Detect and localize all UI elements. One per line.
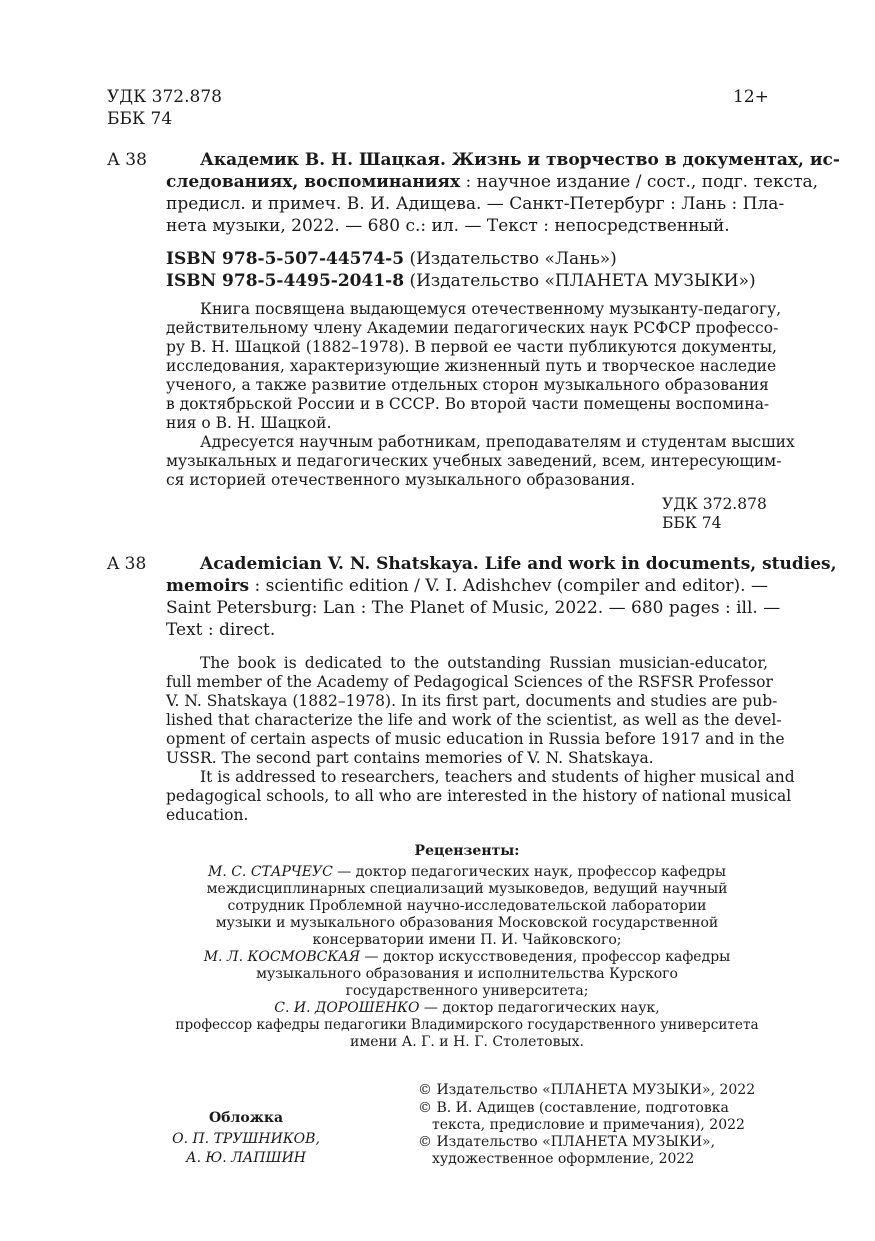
- en-record-line: memoirs : scientific edition / V. I. Adishchev (compiler and editor). —: [166, 576, 768, 596]
- reviewer-line: музыки и музыкального образования Московской государственной: [215, 915, 719, 931]
- ru-abstract-udk: УДК 372.878: [662, 495, 767, 513]
- en-abstract-line: The book is dedicated to the outstanding Russian musician-educator,: [200, 654, 768, 672]
- ru-abstract-line: ся историей отечественного музыкального образования.: [166, 471, 636, 489]
- en-record-code: A 38: [107, 554, 147, 574]
- reviewer-line: М. Л. КОСМОВСКАЯ — доктор искусствоведения, профессор кафедры: [203, 949, 731, 965]
- ru-abstract-line: действительному члену Академии педагогических наук РСФСР профессо-: [166, 319, 779, 337]
- en-record-line: Saint Petersburg: Lan : The Planet of Music, 2022. — 680 pages : ill. —: [166, 598, 781, 618]
- en-abstract-line: opment of certain aspects of music education in Russia before 1917 and in the: [166, 730, 785, 748]
- reviewer-line: М. С. СТАРЧЕУС — доктор педагогических наук, профессор кафедры: [207, 864, 727, 880]
- ru-record-line: следованиях, воспоминаниях : научное издание / сост., подг. текста,: [166, 172, 819, 192]
- cover-artist: О. П. ТРУШНИКОВ,: [172, 1131, 320, 1147]
- ru-abstract-bbk: ББК 74: [662, 514, 722, 532]
- ru-abstract-line: Книга посвящена выдающемуся отечественному музыканту-педагогу,: [200, 300, 782, 318]
- en-abstract-line: V. N. Shatskaya (1882–1978). In its first part, documents and studies are pub-: [166, 692, 778, 710]
- ru-abstract-line: Адресуется научным работникам, преподавателям и студентам высших: [200, 433, 795, 451]
- en-abstract-line: full member of the Academy of Pedagogical Sciences of the RSFSR Professor: [166, 673, 773, 691]
- isbn-planeta: ISBN 978-5-4495-2041-8 (Издательство «ПЛАНЕТА МУЗЫКИ»): [166, 271, 756, 291]
- reviewer-line: сотрудник Проблемной научно-исследовательской лаборатории: [227, 898, 707, 914]
- reviewer-line: профессор кафедры педагогики Владимирского государственного университета: [175, 1017, 759, 1033]
- ru-abstract-line: ру В. Н. Шацкой (1882–1978). В первой ее части публикуются документы,: [166, 338, 777, 356]
- en-abstract-line: pedagogical schools, to all who are interested in the history of national musical: [166, 787, 792, 805]
- cover-credits-title: Обложка: [208, 1110, 284, 1126]
- reviewers-title: Рецензенты:: [414, 843, 520, 859]
- ru-record-line: предисл. и примеч. В. И. Адищева. — Санкт-Петербург : Лань : Пла-: [166, 194, 785, 214]
- isbn-lan: ISBN 978-5-507-44574-5 (Издательство «Лань»): [166, 249, 617, 269]
- ru-abstract-line: музыкальных и педагогических учебных заведений, всем, интересующим-: [166, 452, 782, 470]
- copyright-line: © Издательство «ПЛАНЕТА МУЗЫКИ»,: [418, 1134, 716, 1150]
- en-abstract-line: education.: [166, 806, 249, 824]
- en-abstract-line: USSR. The second part contains memories of V. N. Shatskaya.: [166, 749, 654, 767]
- copyright-line: текста, предисловие и примечания), 2022: [432, 1117, 745, 1133]
- header-udk: УДК 372.878: [107, 87, 222, 107]
- copyright-line: © В. И. Адищев (составление, подготовка: [418, 1100, 729, 1116]
- en-abstract-line: It is addressed to researchers, teachers and students of higher musical and: [200, 768, 795, 786]
- reviewer-line: консерватории имени П. И. Чайковского;: [312, 932, 622, 948]
- reviewer-line: государственного университета;: [345, 983, 589, 999]
- header-bbk: ББК 74: [107, 109, 173, 129]
- reviewer-line: междисциплинарных специализаций музыковедов, ведущий научный: [206, 881, 728, 897]
- en-record-line: Text : direct.: [166, 620, 276, 640]
- copyright-line: © Издательство «ПЛАНЕТА МУЗЫКИ», 2022: [418, 1082, 756, 1098]
- copyright-line: художественное оформление, 2022: [432, 1151, 695, 1167]
- en-abstract-line: lished that characterize the life and work of the scientist, as well as the devel-: [166, 711, 782, 729]
- ru-abstract-line: исследования, характеризующие жизненный путь и творческое наследие: [166, 357, 777, 375]
- ru-abstract-line: в доктябрьской России и в СССР. Во второй части помещены воспомина-: [166, 395, 770, 413]
- reviewer-line: музыкального образования и исполнительства Курского: [256, 966, 678, 982]
- reviewer-line: имени А. Г. и Н. Г. Столетовых.: [350, 1034, 584, 1050]
- ru-record-line: нета музыки, 2022. — 680 с.: ил. — Текст : непосредственный.: [166, 216, 730, 236]
- ru-record-line: Академик В. Н. Шацкая. Жизнь и творчество в документах, ис-: [200, 150, 840, 170]
- ru-abstract-line: ученого, а также развитие отдельных сторон музыкального образования: [166, 376, 769, 394]
- age-rating: 12+: [733, 87, 769, 107]
- ru-record-code: А 38: [107, 150, 147, 170]
- en-record-line: Academician V. N. Shatskaya. Life and work in documents, studies,: [200, 554, 837, 574]
- reviewer-line: С. И. ДОРОШЕНКО — доктор педагогических наук,: [274, 1000, 660, 1016]
- cover-artist: А. Ю. ЛАПШИН: [186, 1150, 306, 1166]
- ru-abstract-line: ния о В. Н. Шацкой.: [166, 414, 332, 432]
